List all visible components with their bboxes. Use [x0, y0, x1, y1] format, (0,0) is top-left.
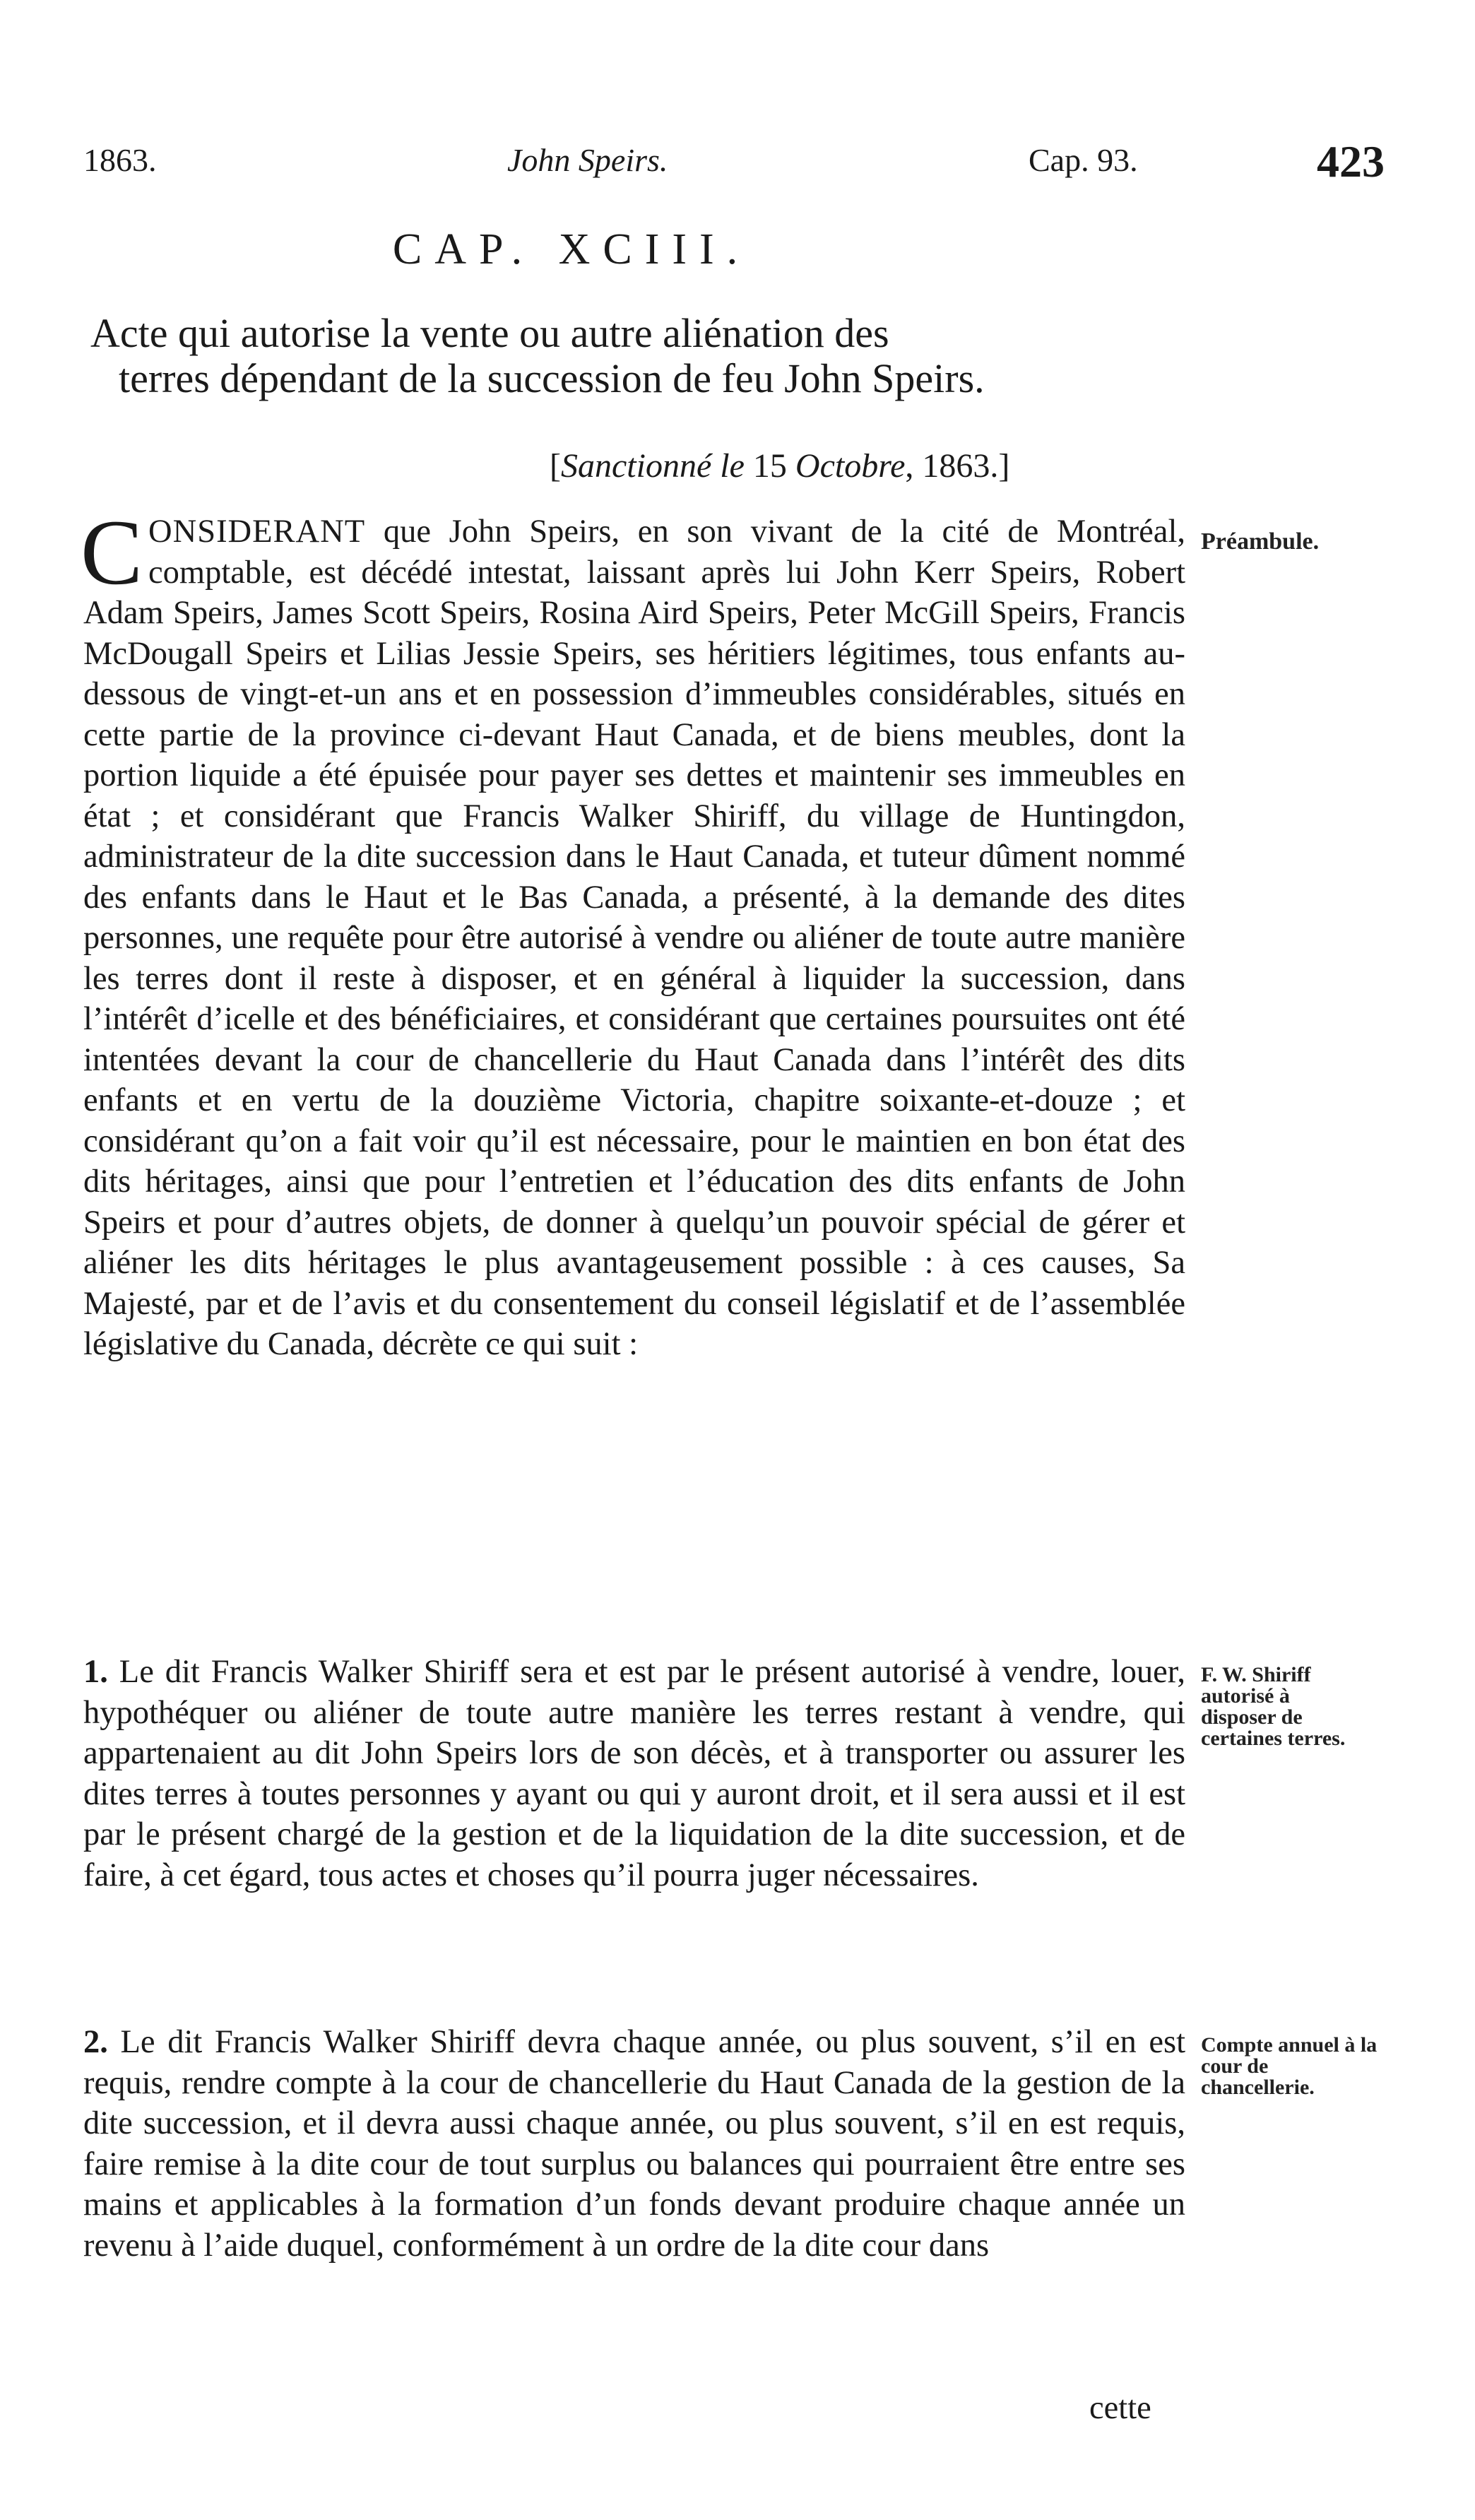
margin-note-section-1: F. W. Shiriff autorisé à disposer de certaines terres. [1201, 1663, 1346, 1750]
header-title: John Speirs. [507, 142, 668, 178]
drop-cap: C [81, 500, 143, 604]
section-1-text: Le dit Francis Walker Shiriff sera et est par le présent autorisé à vendre, louer, hypothéquer ou aliéner de toute autre manière les terres restant à vendre, qui appartenaient au dit John Speirs lors de son décès, et à transporter ou assurer les dites terres à toutes personnes y ayant ou qui y auront droit, et il sera aussi et il est par le présent chargé de la gestion et de la liquidation de la dite succession, et de faire, à cet égard, tous actes et choses qu’il pourra juger nécessaires. [83, 1654, 1185, 1893]
running-header [83, 136, 1385, 191]
section-2-number: 2. [83, 2024, 108, 2060]
preamble-paragraph [81, 500, 1185, 1365]
act-title-line-1: Acte qui autorise la vente ou autre aliénation des [90, 310, 889, 356]
section-2-text: Le dit Francis Walker Shiriff devra chaque année, ou plus souvent, s’il en est requis, rendre compte à la cour de chancellerie du Haut Canada de la gestion de la dite succession, et il devra aussi chaque année, ou plus souvent, s’il en est requis, faire remise à la dite cour de tout surplus ou balances qui pourraient être entre ses mains et applicables à la formation d’un fonds devant produire chaque année un revenu à l’aide duquel, conformément à un ordre de la dite cour dans [83, 2024, 1185, 2264]
chapter-heading [0, 225, 1475, 275]
sanction-date [550, 446, 1009, 485]
sanction-open: [ [550, 447, 561, 485]
section-1-number: 1. [83, 1654, 108, 1690]
header-year: 1863. [83, 142, 157, 178]
sanction-label: Sanctionné le [560, 447, 745, 485]
section-1-paragraph [83, 1652, 1185, 1895]
act-title-line-2: terres dépendant de la succession de feu John Speirs. [119, 355, 985, 401]
sanction-year: , 1863.] [905, 447, 1010, 485]
margin-note-preamble: Préambule. [1201, 528, 1320, 555]
sanction-month: Octobre [795, 447, 906, 485]
preamble-text: que John Speirs, en son vivant de la cité de Montréal, comptable, est décédé intestat, laissant après lui John Kerr Speirs, Robert Adam Speirs, James Scott Speirs, Rosina Aird Speirs, Peter McGill Speirs, Francis McDougall Speirs et Lilias Jessie Speirs, ses héritiers légitimes, tous enfants au-dessous de vingt-et-un ans et en possession d’immeubles considérables, situés en cette partie de la province ci-devant Haut Canada, et de biens meubles, dont la portion liquide a été épuisée pour payer ses dettes et maintenir ses immeubles en état ; et considérant que Francis Walker Shiriff, du village de Huntingdon, administrateur de la dite succession dans le Haut Canada, et tuteur dûment nommé des enfants dans le Haut et le Bas Canada, a présenté, à la demande des dites personnes, une requête pour être autorisé à vendre ou aliéner de toute autre manière les terres dont il reste à disposer, et en général à liquider la succession, dans l’intérêt d’icelle et des bénéficiaires, et considérant que certaines poursuites ont été intentées devant la cour de chancellerie du Haut Canada dans l’intérêt des dits enfants et en vertu de la douzième Victoria, chapitre soixante-et-douze ; et considérant qu’on a fait voir qu’il est nécessaire, pour le maintien en bon état des dits héritages, ainsi que pour l’entretien et l’éducation des dits enfants de John Speirs et pour d’autres objets, de donner à quelqu’un pouvoir spécial de gérer et aliéner les dits héritages le plus avantageusement possible : à ces causes, Sa Majesté, par et de l’avis et du consentement du conseil législatif et de l’assemblée législative du Canada, décrète ce qui suit : [83, 514, 1185, 1362]
header-chapter: Cap. 93. [1029, 142, 1138, 178]
chapter-label: CAP. XCIII. [392, 225, 751, 273]
catchword: cette [1089, 2390, 1151, 2426]
margin-note-section-2: Compte annuel à la cour de chancellerie. [1201, 2033, 1378, 2099]
page-number: 423 [1317, 136, 1385, 187]
act-title [90, 311, 1221, 401]
sanction-day: 15 [744, 447, 795, 485]
section-2-paragraph [83, 2022, 1185, 2266]
preamble-smallcaps: ONSIDERANT [148, 514, 366, 550]
